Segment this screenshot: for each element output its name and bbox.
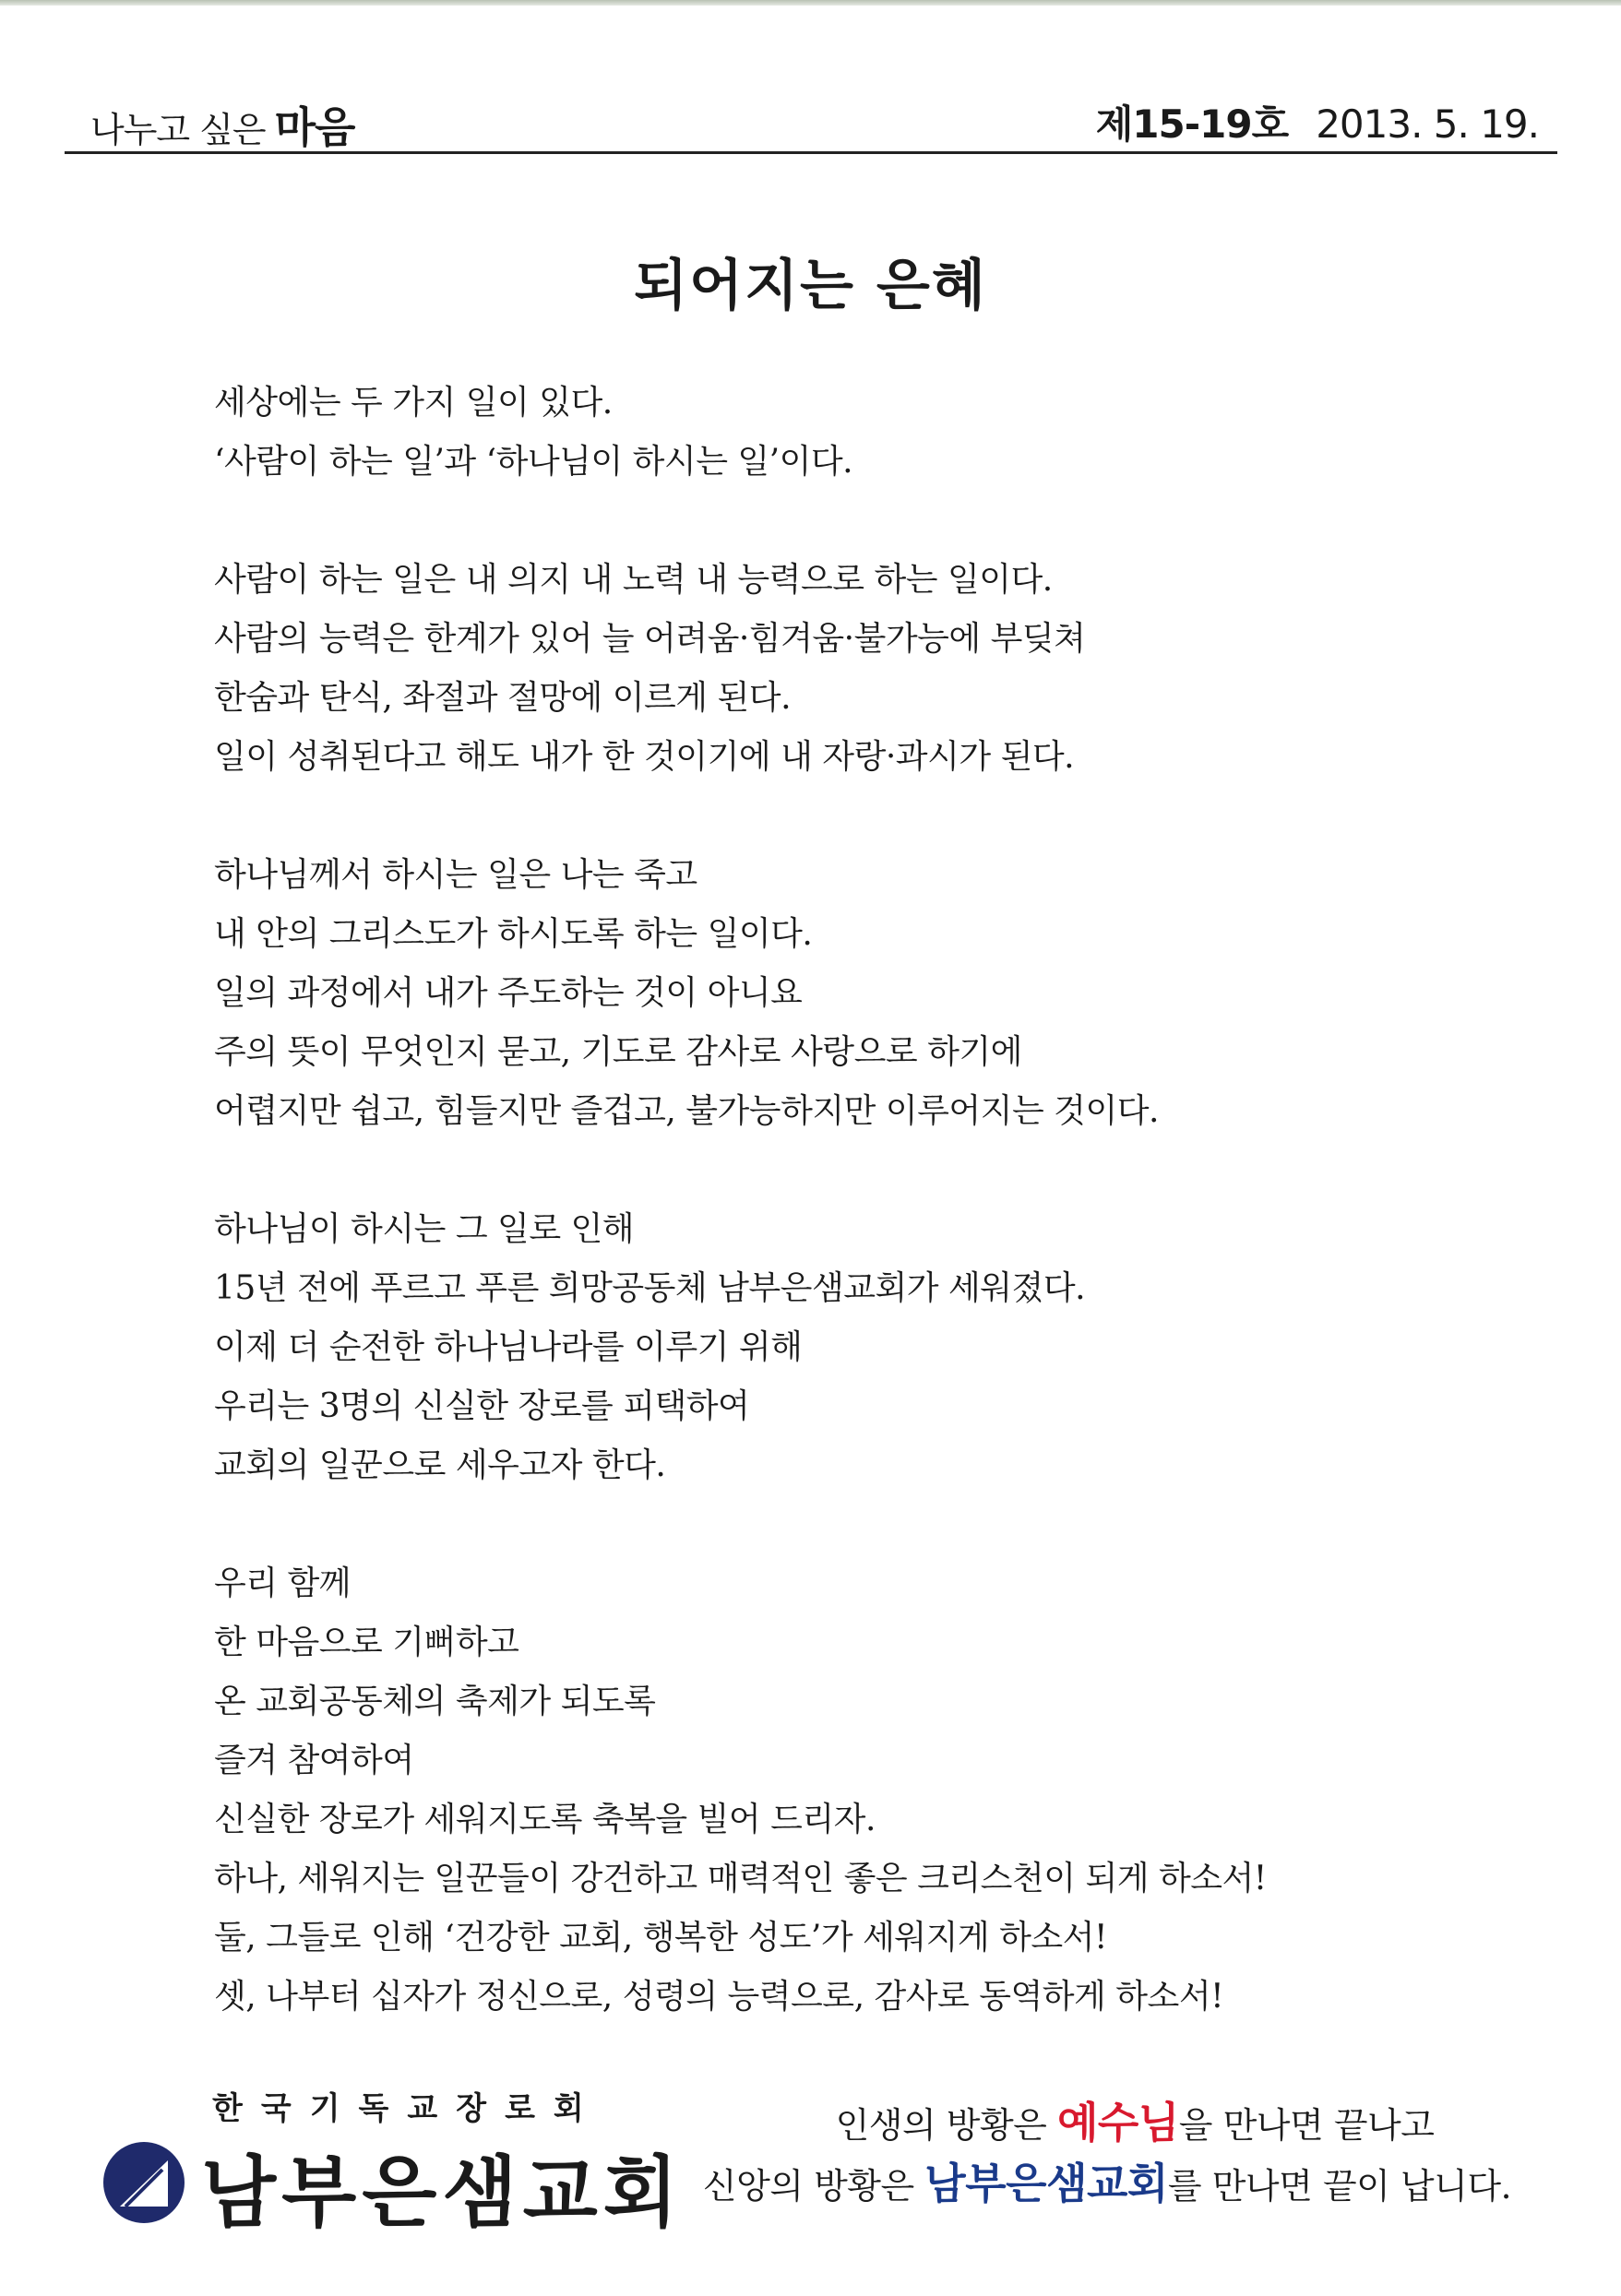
slogan-line-1 xyxy=(720,2092,1550,2153)
church-slogan xyxy=(702,2092,1550,2214)
section-label xyxy=(90,94,355,155)
slogan-line-2-start: 신앙의 방황은 xyxy=(702,2166,925,2207)
stanza xyxy=(214,374,1413,492)
slogan-line-2 xyxy=(664,2153,1550,2214)
slogan-line-2-end: 를 만나면 끝이 납니다. xyxy=(1167,2166,1512,2207)
body-line: 사람이 하는 일은 내 의지 내 노력 내 능력으로 하는 일이다. xyxy=(214,561,1053,599)
body-line: 둘, 그들로 인해 ‘건강한 교회, 행복한 성도’가 세워지게 하소서! xyxy=(214,1919,1107,1957)
body-line: 교회의 일꾼으로 세우고자 한다. xyxy=(214,1446,666,1484)
issue-date: 2013. 5. 19. xyxy=(1316,101,1539,147)
body-line: 한숨과 탄식, 좌절과 절망에 이르게 된다. xyxy=(214,679,792,717)
page-top-edge xyxy=(0,0,1621,6)
body-line: 하나, 세워지는 일꾼들이 강건하고 매력적인 좋은 크리스천이 되게 하소서! xyxy=(214,1860,1267,1897)
church-emblem-icon xyxy=(101,2140,186,2225)
stanza xyxy=(214,1200,1413,1495)
body-line: 우리 함께 xyxy=(214,1564,352,1602)
body-line: 일이 성취된다고 해도 내가 한 것이기에 내 자랑·과시가 된다. xyxy=(214,738,1075,776)
body-line: 신실한 장로가 세워지도록 축복을 빌어 드리자. xyxy=(214,1801,876,1838)
body-line: 사람의 능력은 한계가 있어 늘 어려움·힘겨움·불가능에 부딪쳐 xyxy=(214,620,1086,658)
body-line: 이제 더 순전한 하나님나라를 이루기 위해 xyxy=(214,1328,803,1366)
slogan-highlight-church: 남부은샘교회 xyxy=(924,2159,1168,2208)
section-label-prefix: 나누고 싶은 xyxy=(90,110,266,150)
slogan-highlight-jesus: 예수님 xyxy=(1056,2098,1179,2147)
issue-info xyxy=(1096,94,1539,149)
issue-number: 제15-19호 xyxy=(1095,101,1289,147)
church-name: 남부은샘교회 xyxy=(201,2147,684,2238)
body-line: 하나님이 하시는 그 일로 인해 xyxy=(214,1210,635,1248)
body-line: 우리는 3명의 신실한 장로를 피택하여 xyxy=(214,1387,750,1425)
body-line: 세상에는 두 가지 일이 있다. xyxy=(214,384,613,422)
body-line: 하나님께서 하시는 일은 나는 죽고 xyxy=(214,856,697,894)
section-label-emphasis: 마음 xyxy=(274,102,355,152)
body-line: 온 교회공동체의 축제가 되도록 xyxy=(214,1683,656,1720)
body-line: 일의 과정에서 내가 주도하는 것이 아니요 xyxy=(214,974,803,1012)
slogan-line-1-end: 을 만나면 끝나고 xyxy=(1178,2105,1435,2146)
stanza xyxy=(214,1554,1413,2027)
article-body xyxy=(214,374,1413,2086)
body-line: 내 안의 그리스도가 하시도록 하는 일이다. xyxy=(214,915,813,953)
body-line: 15년 전에 푸르고 푸른 희망공동체 남부은샘교회가 세워졌다. xyxy=(214,1269,1086,1307)
body-line: 어렵지만 쉽고, 힘들지만 즐겁고, 불가능하지만 이루어지는 것이다. xyxy=(214,1092,1159,1130)
body-line: 한 마음으로 기뻐하고 xyxy=(214,1624,519,1661)
stanza xyxy=(214,846,1413,1141)
denomination-name: 한국기독교장로회 xyxy=(212,2090,602,2127)
body-line: 즐겨 참여하여 xyxy=(214,1742,414,1779)
article-title: 되어지는 은혜 xyxy=(634,254,987,318)
bulletin-header xyxy=(65,85,1557,154)
body-line: ‘사람이 하는 일’과 ‘하나님이 하시는 일’이다. xyxy=(214,443,853,481)
body-line: 주의 뜻이 무엇인지 묻고, 기도로 감사로 사랑으로 하기에 xyxy=(214,1033,1022,1071)
stanza xyxy=(214,551,1413,787)
church-logo xyxy=(101,2083,684,2238)
slogan-line-1-start: 인생의 방황은 xyxy=(835,2105,1057,2146)
body-line: 셋, 나부터 십자가 정신으로, 성령의 능력으로, 감사로 동역하게 하소서! xyxy=(214,1978,1224,2016)
